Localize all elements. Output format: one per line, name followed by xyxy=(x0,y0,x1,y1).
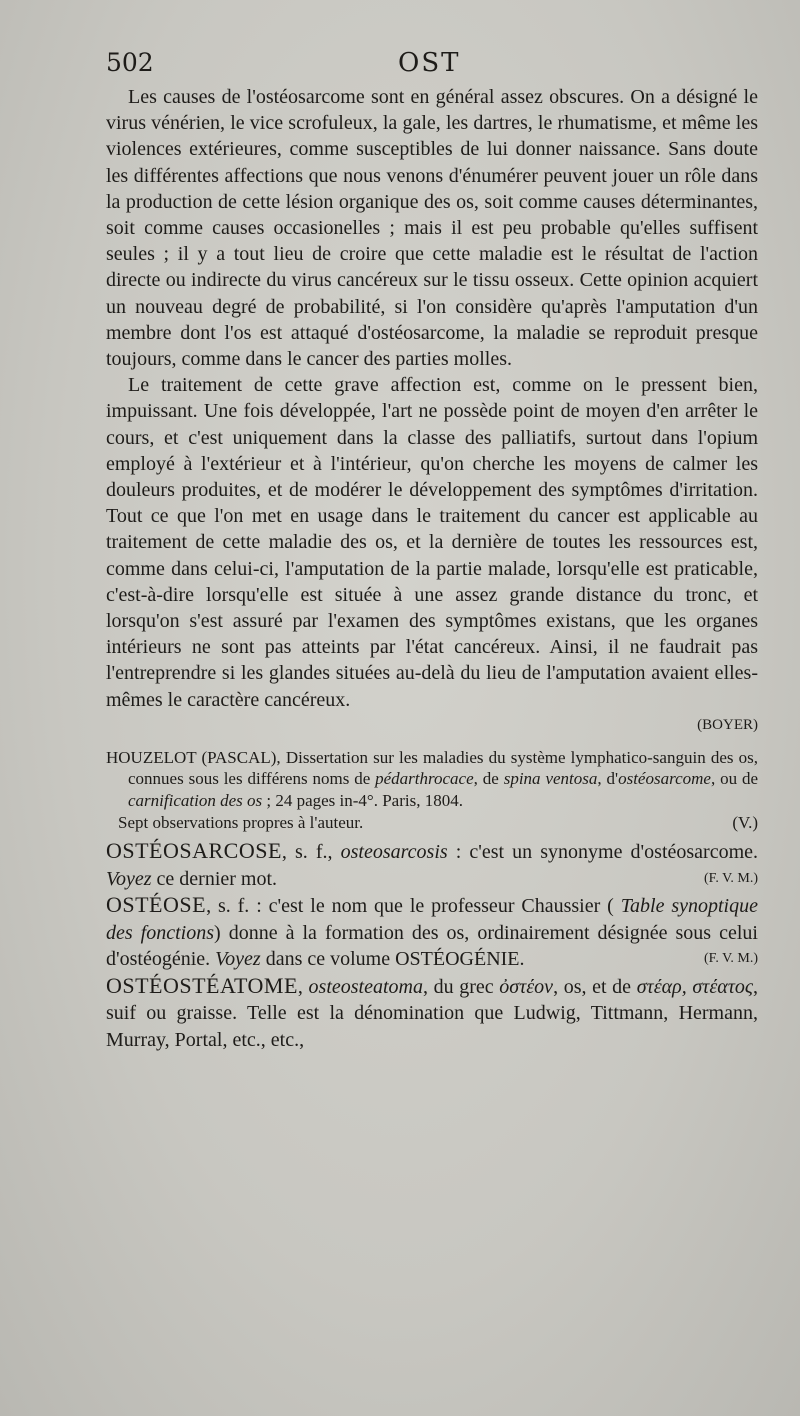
author-signature: (BOYER) xyxy=(697,716,758,733)
page-header xyxy=(0,48,800,82)
entry-osteosteatome: OSTÉOSTÉATOME, osteosteatoma, du grec ὀστέον, os, et de στέαρ, στέατος, suif ou graisse. Telle est la dénomination que Ludwig, Tittmann, Hermann, Murray, Portal, etc., etc., xyxy=(106,972,758,1051)
bibliography-author: HOUZELOT (PASCAL), xyxy=(106,747,281,767)
entry-headword: OSTÉOSTÉATOME xyxy=(106,972,298,998)
entry-osteosarcose: OSTÉOSARCOSE, s. f., osteosarcosis : c'est un synonyme d'ostéosarcome. Voyez ce dernier mot. (F. V. M.) xyxy=(106,838,758,892)
entry-osteose: OSTÉOSE, s. f. : c'est le nom que le professeur Chaussier ( Table synoptique des fonctions) donne à la formation des os, ordinairement désignée sous celui d'ostéogénie. Voyez dans ce volume OSTÉOGÉNIE. (F. V. M.) xyxy=(106,892,758,973)
bibliography-note: Sept observations propres à l'auteur. (V.) xyxy=(118,813,758,833)
bibliography-entry: HOUZELOT (PASCAL), Dissertation sur les maladies du système lymphatico-sanguin des os, connues sous les différens noms de pédarthrocace, de spina ventosa, d'ostéosarcome, ou de carnification des os ; 24 pages in-4°. Paris, 1804. xyxy=(106,747,759,810)
entry-signature: (F. V. M.) xyxy=(704,870,758,886)
bibliography-signature: (V.) xyxy=(732,813,758,833)
entry-signature: (F. V. M.) xyxy=(704,951,758,967)
page-number: 502 xyxy=(106,48,154,77)
paragraph-treatment: Le traitement de cette grave affection est, comme on le pressent bien, impuissant. Une fois développée, l'art ne possède point de moyen d'en arrêter le cours, et c'est uniquement dans la classe des palliatifs, surtout dans l'opium employé à l'extérieur et à l'intérieur, qu'on cherche les moyens de calmer les douleurs produites, et de modérer le développement des symptômes d'irritation. Tout ce que l'on met en usage dans le traitement du cancer est applicable au traitement de cette maladie des os, et la dernière de toutes les ressources est, comme dans celui-ci, l'amputation de la partie malade, lorsqu'elle est praticable, c'est-à-dire lorsqu'elle est située à une assez grande distance du tronc, et lorsqu'on s'est assuré par l'examen des symptômes existans, que les organes intérieurs ne sont pas atteints par l'état cancéreux. Ainsi, il ne faudrait pas l'entreprendre si les glandes situées au-delà du lieu de l'amputation avaient elles-mêmes le caractère cancéreux. xyxy=(106,374,758,711)
running-head: OST xyxy=(398,48,461,78)
page-body xyxy=(106,84,758,1053)
entry-headword: OSTÉOSARCOSE xyxy=(106,838,282,864)
entry-headword: OSTÉOSE xyxy=(106,892,207,918)
paragraph-causes: Les causes de l'ostéosarcome sont en général assez obscures. On a désigné le virus vénérien, le vice scrofuleux, la gale, les dartres, le rhumatisme, et même les violences extérieures, comme susceptibles de lui donner naissance. Sans doute les différentes affections que nous venons d'énumérer peuvent jouer un rôle dans la production de cette lésion organique des os, soit comme causes déterminantes, soit comme causes occasionelles ; mais il est peu probable qu'elles suffisent seules ; il y a tout lieu de croire que cette maladie est le résultat de l'action directe ou indirecte du virus cancéreux sur le tissu osseux. Cette opinion acquiert un nouveau degré de probabilité, si l'on considère qu'après l'amputation d'un membre dont l'os est attaqué d'ostéosarcome, la maladie se reproduit presque toujours, comme dans le cancer des parties molles. xyxy=(106,86,758,371)
